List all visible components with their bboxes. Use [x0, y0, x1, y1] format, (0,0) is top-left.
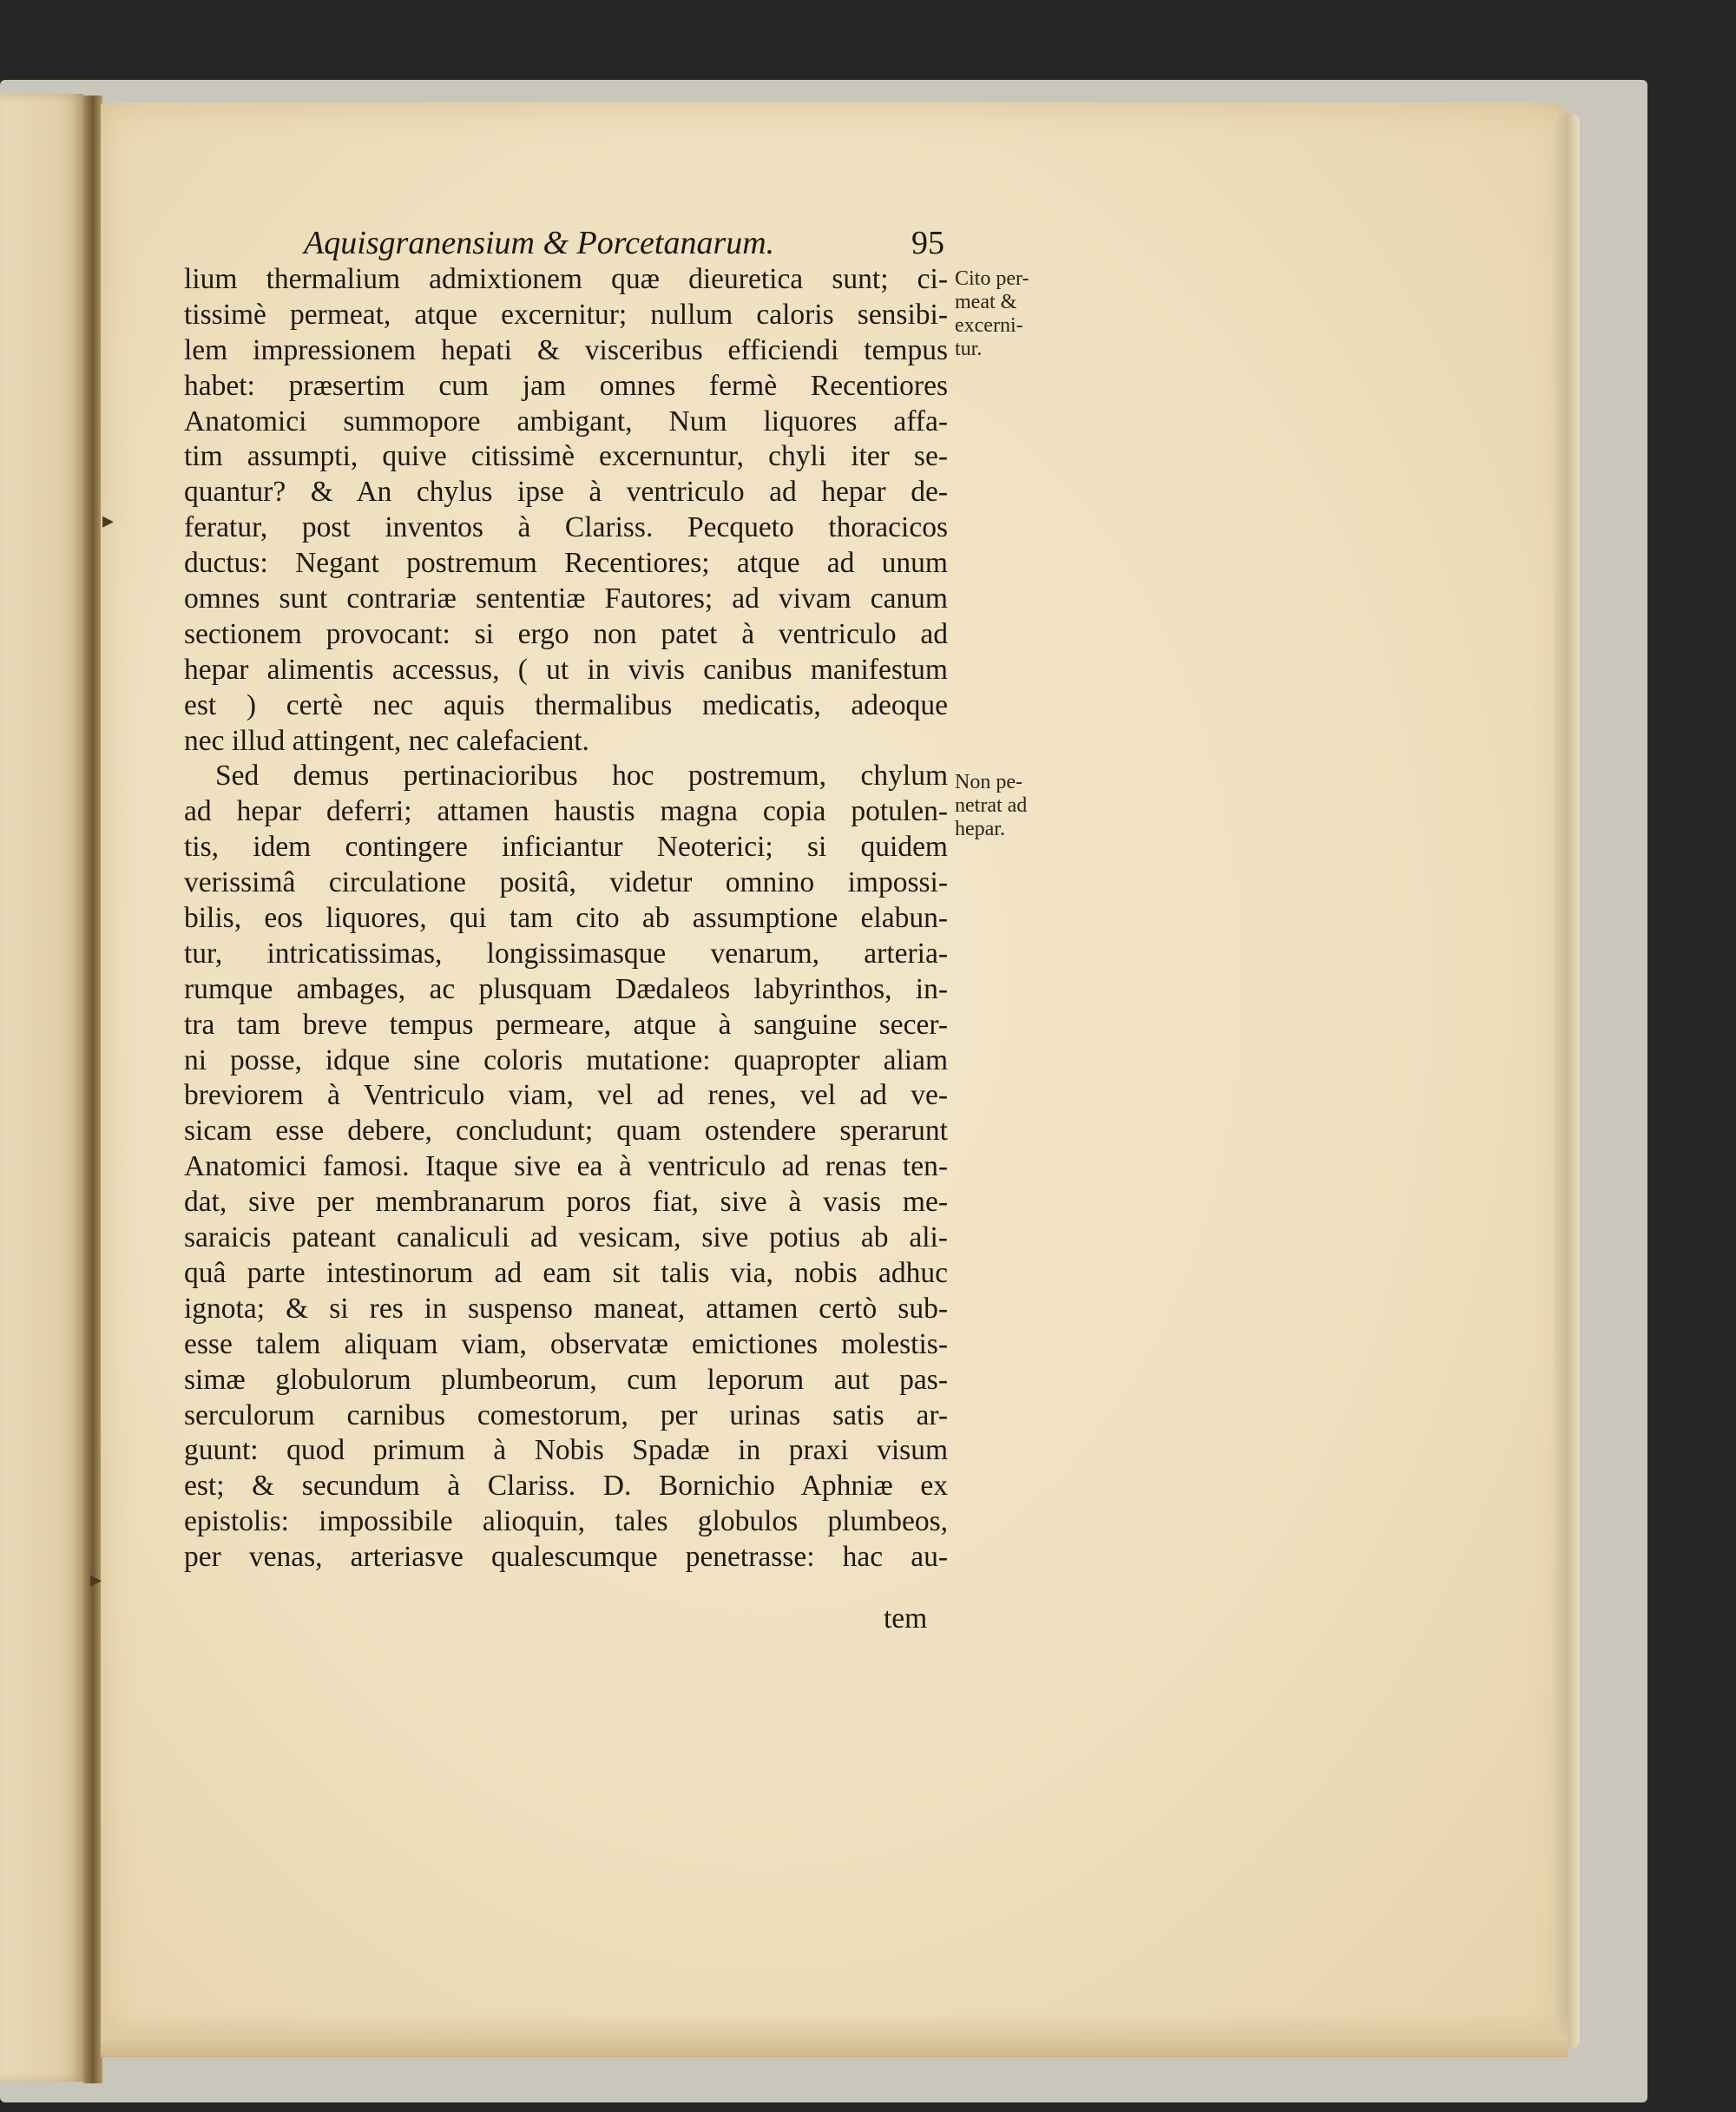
margin-note-cito-permeat	[955, 267, 1076, 361]
text-line: dat, sive per membranarum poros fiat, sive à vasis me-	[184, 1186, 948, 1219]
margin-note-line: netrat ad	[955, 794, 1028, 817]
text-line: quâ parte intestinorum ad eam sit talis via, nobis adhuc	[184, 1256, 948, 1289]
text-line: tra tam breve tempus permeare, atque à sanguine secer-	[184, 1008, 948, 1041]
text-line: sicam esse debere, concludunt; quam ostendere sperarunt	[184, 1115, 948, 1148]
margin-mark-icon: ▸	[90, 1567, 102, 1592]
text-line: omnes sunt contrariæ sententiæ Fautores; ad vivam canum	[184, 582, 948, 615]
page-header	[304, 224, 963, 266]
text-line: bilis, eos liquores, qui tam cito ab assumptione elabun-	[184, 902, 948, 935]
text-line: Anatomici summopore ambigant, Num liquores affa-	[184, 405, 948, 438]
text-line: nec illud attingent, nec calefacient.	[184, 724, 589, 757]
page-bottom-edge	[101, 2014, 1568, 2057]
catchword: tem	[884, 1602, 928, 1635]
text-line: Anatomici famosi. Itaque sive ea à ventriculo ad renas ten-	[184, 1150, 948, 1183]
running-title: Aquisgranensium & Porcetanarum.	[304, 225, 775, 261]
text-line: quantur? & An chylus ipse à ventriculo ad hepar de-	[184, 476, 948, 509]
margin-mark-icon: ▸	[102, 508, 115, 533]
text-line: verissimâ circulatione positâ, videtur omnino impossi-	[184, 866, 948, 899]
text-line: ignota; & si res in suspenso maneat, attamen certò sub-	[184, 1292, 948, 1325]
text-line: rumque ambages, ac plusquam Dædaleos labyrinthos, in-	[184, 972, 948, 1005]
book-gutter	[83, 95, 102, 2083]
text-line: sectionem provocant: si ergo non patet à ventriculo ad	[184, 617, 948, 650]
text-line: esse talem aliquam viam, observatæ emictiones molestis-	[184, 1327, 948, 1360]
text-line: tissimè permeat, atque excernitur; nullum caloris sensibi-	[184, 298, 948, 331]
text-line: feratur, post inventos à Clariss. Pecqueto thoracicos	[184, 511, 948, 544]
margin-note-non-penetrat	[955, 771, 1076, 841]
margin-note-line: excerni-	[955, 314, 1023, 337]
text-line: hepar alimentis accessus, ( ut in vivis canibus manifestum	[184, 653, 948, 686]
text-line: est ) certè nec aquis thermalibus medicatis, adeoque	[184, 688, 948, 721]
text-line: est; & secundum à Clariss. D. Bornichio Aphniæ ex	[184, 1470, 948, 1503]
margin-note-line: Cito per-	[955, 267, 1029, 290]
text-line: tur, intricatissimas, longissimasque venarum, arteria-	[184, 937, 948, 970]
page-stack-edge	[1554, 113, 1580, 2049]
text-line: Sed demus pertinacioribus hoc postremum, chylum	[215, 760, 948, 793]
text-line: ad hepar deferri; attamen haustis magna copia potulen-	[184, 795, 948, 828]
text-line: saraicis pateant canaliculi ad vesicam, sive potius ab ali-	[184, 1221, 948, 1254]
text-line: lium thermalium admixtionem quæ dieuretica sunt; ci-	[184, 263, 948, 295]
text-line: serculorum carnibus comestorum, per urinas satis ar-	[184, 1398, 948, 1431]
text-line: ni posse, idque sine coloris mutatione: quapropter aliam	[184, 1043, 948, 1076]
text-line: lem impressionem hepati & visceribus efficiendi tempus	[184, 333, 948, 366]
margin-note-line: Non pe-	[955, 771, 1023, 793]
text-line: per venas, arteriasve qualescumque penetrasse: hac au-	[184, 1541, 948, 1574]
text-line: tis, idem contingere inficiantur Neoterici; si quidem	[184, 831, 948, 864]
text-line: breviorem à Ventriculo viam, vel ad renes, vel ad ve-	[184, 1079, 948, 1112]
text-line: tim assumpti, quive citissimè excernuntur, chyli iter se-	[184, 440, 948, 473]
page-number: 95	[911, 225, 944, 261]
text-line: simæ globulorum plumbeorum, cum leporum aut pas-	[184, 1363, 948, 1396]
text-line: habet: præsertim cum jam omnes fermè Recentiores	[184, 369, 948, 402]
text-line: guunt: quod primum à Nobis Spadæ in praxi visum	[184, 1434, 948, 1467]
text-line: ductus: Negant postremum Recentiores; atque ad unum	[184, 547, 948, 580]
margin-note-line: tur.	[955, 338, 983, 360]
body-text	[184, 262, 948, 1576]
text-line: epistolis: impossibile alioquin, tales globulos plumbeos,	[184, 1505, 948, 1538]
left-page-edge	[0, 94, 83, 2082]
margin-note-line: hepar.	[955, 818, 1005, 840]
margin-note-line: meat &	[955, 291, 1017, 313]
